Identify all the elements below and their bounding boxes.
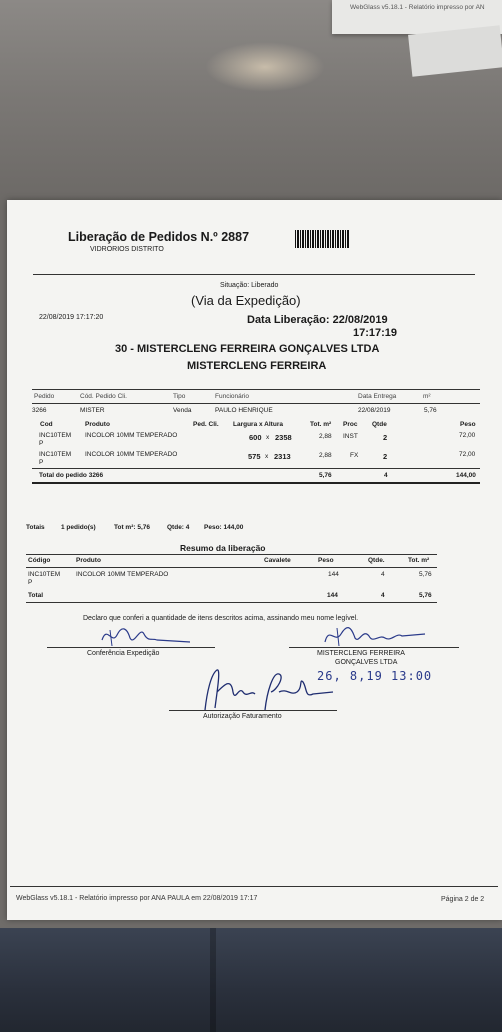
item-2-tot-m2: 2,88 [319, 452, 332, 459]
order-tipo: Venda [173, 407, 192, 414]
item-col-proc: Proc [343, 421, 358, 428]
item-1-proc: INST [343, 433, 358, 440]
item-1-tot-m2: 2,88 [319, 433, 332, 440]
signature-label-left: Conferência Expedição [87, 650, 160, 657]
signature-line-auth [169, 710, 337, 711]
totals-pedidos: 1 pedido(s) [61, 524, 96, 531]
order-total-m2: 5,76 [319, 472, 332, 479]
item-2-largura: 575 [248, 452, 261, 461]
resumo-col-tot-m2: Tot. m² [408, 557, 430, 564]
order-header-line [32, 403, 480, 404]
order-total-line [32, 468, 480, 469]
order-total-qtde: 4 [384, 472, 388, 479]
resumo-title: Resumo da liberação [180, 543, 266, 553]
item-1-cod-cont: P [39, 440, 44, 447]
item-1-altura: 2358 [275, 433, 292, 442]
resumo-row-produto: INCOLOR 10MM TEMPERADO [76, 571, 169, 578]
totals-qtde: Qtde: 4 [167, 524, 190, 531]
resumo-col-peso: Peso [318, 557, 334, 564]
customer-name: 30 - MISTERCLENG FERREIRA GONÇALVES LTDA [115, 343, 380, 355]
col-tipo: Tipo [173, 393, 186, 400]
item-2-peso: 72,00 [459, 451, 476, 458]
customer-short-name: MISTERCLENG FERREIRA [187, 360, 327, 372]
order-pedido: 3266 [32, 407, 47, 414]
footer-line [10, 886, 498, 887]
resumo-col-produto: Produto [76, 557, 101, 564]
paper-behind-text: WebGlass v5.18.1 - Relatório impresso por AN [350, 4, 485, 11]
item-1-peso: 72,00 [459, 432, 476, 439]
resumo-col-qtde: Qtde. [368, 557, 385, 564]
col-pedido: Pedido [34, 393, 55, 400]
resumo-total-qtde: 4 [381, 592, 385, 599]
item-1-cod: INC10TEM [39, 432, 72, 439]
resumo-col-cavalete: Cavalete [264, 557, 291, 564]
order-m2: 5,76 [424, 407, 437, 414]
order-total-label: Total do pedido 3266 [39, 472, 104, 479]
header-divider [33, 274, 475, 275]
order-cod-cli: MISTER [80, 407, 105, 414]
paper-behind-2 [408, 25, 502, 76]
item-1-x: x [266, 434, 270, 441]
item-col-cod: Cod [40, 421, 53, 428]
totals-m2: Tot m²: 5,76 [114, 524, 150, 531]
resumo-row-tot-m2: 5,76 [419, 571, 432, 578]
item-col-peso: Peso [460, 421, 476, 428]
order-total-peso: 144,00 [456, 472, 476, 479]
item-2-qtde: 2 [383, 452, 388, 461]
resumo-row-qtde: 4 [381, 571, 385, 578]
item-col-produto: Produto [85, 421, 110, 428]
item-col-tot-m2: Tot. m² [310, 421, 332, 428]
footer-page: Página 2 de 2 [441, 896, 485, 903]
footer-left: WebGlass v5.18.1 - Relatório impresso por ANA PAULA em 22/08/2019 17:17 [16, 895, 258, 902]
situacao-text: Situação: Liberado [220, 282, 279, 289]
item-col-dim: Largura x Altura [233, 421, 283, 428]
totals-peso: Peso: 144,00 [204, 524, 244, 531]
via-label: (Via da Expedição) [191, 293, 301, 308]
order-funcionario: PAULO HENRIQUE [215, 407, 273, 414]
col-funcionario: Funcionário [215, 393, 249, 400]
item-2-cod: INC10TEM [39, 451, 72, 458]
order-table-top-line [32, 389, 480, 390]
liberacao-time: 17:17:19 [353, 327, 398, 339]
signature-label-right-2: GONÇALVES LTDA [335, 659, 398, 666]
resumo-row-codigo-cont: P [28, 579, 33, 586]
order-data-entrega: 22/08/2019 [358, 407, 391, 414]
item-2-x: x [265, 453, 269, 460]
resumo-total-peso: 144 [327, 592, 338, 599]
company-subtitle: VIDRORIOS DISTRITO [90, 246, 164, 253]
col-m2: m² [423, 393, 431, 400]
resumo-total-label: Total [28, 592, 44, 599]
document-page [7, 200, 502, 920]
signature-label-auth: Autorização Faturamento [203, 713, 282, 720]
totals-label: Totais [26, 524, 45, 531]
col-cod-cli: Cód. Pedido Cli. [80, 393, 127, 400]
handwritten-date: 26, 8,19 13:00 [317, 669, 433, 683]
declaration-text: Declaro que conferi a quantidade de itens descritos acima, assinando meu nome legível. [83, 615, 359, 622]
signature-line-right [289, 647, 459, 648]
resumo-col-codigo: Código [28, 557, 51, 564]
background-top [0, 0, 502, 210]
item-1-qtde: 2 [383, 433, 388, 442]
liberacao-date: Data Liberação: 22/08/2019 [247, 314, 388, 326]
barcode [295, 230, 350, 248]
item-2-produto: INCOLOR 10MM TEMPERADO [85, 451, 178, 458]
item-col-ped-cli: Ped. Cli. [193, 421, 219, 428]
item-1-largura: 600 [249, 433, 262, 442]
signature-label-right-1: MISTERCLENG FERREIRA [317, 650, 405, 657]
signature-cliente [307, 620, 427, 650]
item-2-proc: FX [350, 452, 359, 459]
resumo-row-peso: 144 [328, 571, 339, 578]
item-col-qtde: Qtde [372, 421, 387, 428]
order-table-bottom-line [32, 482, 480, 484]
item-2-altura: 2313 [274, 452, 291, 461]
resumo-total-tot-m2: 5,76 [419, 592, 432, 599]
col-data-entrega: Data Entrega [358, 393, 397, 400]
signature-expedicao [82, 620, 192, 650]
resumo-row-codigo: INC10TEM [28, 571, 61, 578]
resumo-header-line [26, 567, 437, 568]
item-2-cod-cont: P [39, 459, 44, 466]
signature-line-left [47, 647, 215, 648]
document-title: Liberação de Pedidos N.º 2887 [68, 230, 250, 244]
resumo-top-line [26, 554, 437, 555]
background-bottom [0, 928, 502, 1032]
item-1-produto: INCOLOR 10MM TEMPERADO [85, 432, 178, 439]
signature-autorizacao [187, 662, 337, 720]
print-datetime: 22/08/2019 17:17:20 [39, 314, 104, 321]
resumo-bottom-line [26, 602, 437, 603]
light-reflection [205, 42, 325, 92]
